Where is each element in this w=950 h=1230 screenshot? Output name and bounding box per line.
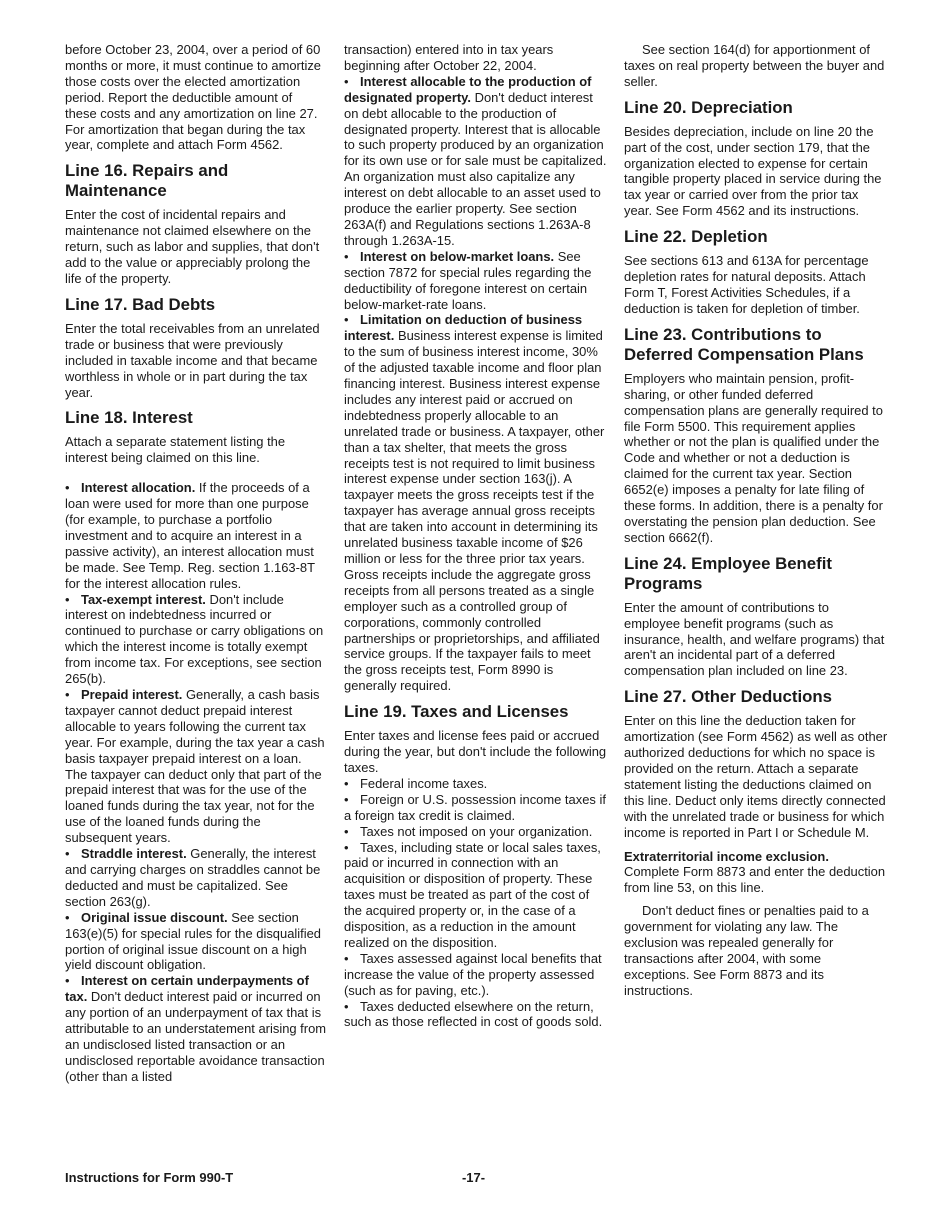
bullet-straddle-interest: • Straddle interest. Generally, the interest and carrying charges on straddles cannot be deducted and must be capitalized. See section 263(g). [65, 846, 321, 909]
eie-text-2: Don't deduct fines or penalties paid to a government for violating any law. The exclusion was repealed generally for transactions after 2004, with some exceptions. See Form 8873 and its instructions. [624, 903, 869, 998]
footer-form-title: Instructions for Form 990-T [65, 1170, 234, 1185]
line23-heading: Line 23. Contributions to Deferred Compensation Plans [624, 324, 864, 364]
line27-heading: Line 27. Other Deductions [624, 687, 832, 707]
line19-heading: Line 19. Taxes and Licenses [344, 702, 569, 722]
line17-text: Enter the total receivables from an unrelated trade or business that were previously included in taxable income and that became worthless in whole or in part during the tax year. [65, 320, 320, 400]
bullet-icon: • [65, 846, 70, 862]
line19-bullet: • Taxes, including state or local sales taxes, paid or incurred in connection with an acquisition or disposition of property. These taxes must be treated as part of the cost of the acquired property or, in the case of a disposition, as a reduction in the amount realized on the disposition. [344, 839, 601, 950]
line22-text: See sections 613 and 613A for percentage depletion rates for natural deposits. Attach Form T, Forest Activities Schedules, if a deduction is taken for depletion of timber. [624, 253, 869, 316]
line19-bullet: • Taxes assessed against local benefits that increase the value of the property assessed (such as for paving, etc.). [344, 950, 602, 998]
bullet-icon: • [65, 973, 70, 989]
eie-heading: Extraterritorial income exclusion. [624, 848, 829, 864]
bullet-icon: • [344, 823, 349, 839]
line24-heading: Line 24. Employee Benefit Programs [624, 553, 832, 593]
line19-bullet: • Taxes deducted elsewhere on the return, such as those reflected in cost of goods sold. [344, 998, 603, 1030]
line19-text: Enter taxes and license fees paid or accrued during the year, but don't include the following taxes. [344, 728, 607, 775]
line20-text: Besides depreciation, include on line 20 the part of the cost, under section 179, that the organization elected to expense for certain tangible property placed in service during the tax year or carried over from the prior tax year. See Form 4562 and its instructions. [624, 123, 882, 219]
bullet-tax-exempt-interest: • Tax-exempt interest. Don't include interest on indebtedness incurred or continued to purchase or carry obligations on which the interest income is totally exempt from income tax. For exceptions, see section 265(b). [65, 591, 324, 687]
page-number: -17- [462, 1170, 486, 1185]
line20-heading: Line 20. Depreciation [624, 97, 793, 117]
line18-text: Attach a separate statement listing the interest being claimed on this line. [65, 434, 286, 466]
bullet-icon: • [65, 687, 70, 702]
column-2 [344, 42, 608, 1030]
bullet-icon: • [344, 998, 349, 1014]
bullet-interest-underpayments: • Interest on certain underpayments of tax. Don't deduct interest paid or incurred on any portion of an underpayment of tax that is attributable to an understatement arising from an undisclosed listed transaction or an undisclosed reportable avoidance transaction (other than a listed [65, 973, 327, 1084]
col2-intro: transaction) entered into in tax years beginning after October 22, 2004. [344, 42, 554, 73]
bullet-icon: • [65, 591, 70, 607]
bullet-icon: • [344, 775, 349, 791]
bullet-icon: • [344, 73, 349, 89]
col1-intro: before October 23, 2004, over a period of 60 months or more, it must continue to amortize those costs over the elected amortization period. Report the deductible amount of these costs and any amortization on line 27. For amortization that began during the tax year, complete and attach Form 4562. [65, 42, 321, 153]
line19-bullet: • Foreign or U.S. possession income taxes if a foreign tax credit is claimed. [344, 791, 606, 823]
bullet-original-issue-discount: • Original issue discount. See section 163(e)(5) for special rules for the disqualified portion of original issue discount on a high yield discount obligation. [65, 909, 322, 973]
bullet-icon: • [344, 248, 349, 264]
line23-text: Employers who maintain pension, profit-sharing, or other funded deferred compensation plans are generally required to file Form 5500. This requirement applies whether or not the plan is qualified under the Code and whether or not a deduction is claimed for the current tax year. Section 6652(e) imposes a penalty for late filing of these forms. In addition, there is a penalty for overstating the pension plan deduction. See section 6662(f). [624, 370, 883, 545]
line17-heading: Line 17. Bad Debts [65, 294, 216, 314]
column-3 [624, 42, 888, 999]
line18-heading: Line 18. Interest [65, 408, 193, 428]
line27-text: Enter on this line the deduction taken for amortization (see Form 4562) as well as other authorized deductions for which no space is provided on the return. Attach a separate statement listing the deductions claimed on this line. Deduct only items directly connected with the unrelated trade or business for which income is reported in Part I or Schedule M. [624, 713, 888, 840]
bullet-icon: • [344, 312, 349, 328]
line16-heading: Line 16. Repairs and Maintenance [65, 161, 229, 201]
bullet-icon: • [344, 791, 349, 807]
bullet-prepaid-interest: • Prepaid interest. Generally, a cash basis taxpayer cannot deduct prepaid interest allocable to years following the current tax year. For example, during the tax year a cash basis taxpayer prepaid interest on a loan. The taxpayer can deduct only that part of the prepaid interest that was for the use of the loaned funds during the tax year, not for the use of the loaned funds during the subsequent years. [65, 687, 325, 846]
bullet-below-market-loans: • Interest on below-market loans. See section 7872 for special rules regarding the deductibility of foregone interest on certain below-market-rate loans. [344, 248, 592, 312]
bullet-icon: • [344, 950, 349, 966]
line16-text: Enter the cost of incidental repairs and maintenance not claimed elsewhere on the return, such as labor and supplies, that don't add to the value or appreciably prolong the life of the property. [65, 207, 320, 286]
bullet-business-interest-limit: • Limitation on deduction of business interest. Business interest expense is limited to the sum of business interest income, 30% of the adjusted taxable income and floor plan financing interest. Business interest expense includes any interest paid or accrued on indebtedness properly allocable to an unrelated trade or business. A taxpayer, other than a tax shelter, that meets the gross receipts test is not required to limit business interest expense under section 163(j). A taxpayer meets the gross receipts test if the taxpayer has average annual gross receipts that are taken into account in determining its unrelated business taxable income of $26 million or less for the three prior tax years. Gross receipts include the aggregate gross receipts from all persons treated as a single employer such as a controlled group of corporations, commonly controlled partnerships or proprietorships, and affiliated service groups. If the taxpayer fails to meet the gross receipts test, Form 8990 is generally required. [344, 312, 605, 694]
eie-text: Complete Form 8873 and enter the deduction from line 53, on this line. [624, 864, 886, 896]
line19-bullet: • Federal income taxes. [344, 775, 488, 791]
bullet-designated-property: • Interest allocable to the production of designated property. Don't deduct interest on debt allocable to the production of designated property. Interest that is allocable to such property produced by an organization for its own use or for sale must be capitalized. An organization must also capitalize any interest on debt allocable to an asset used to produce the earlier property. See section 263A(f) and Regulations sections 1.263A-8 through 1.263A-15. [344, 73, 607, 248]
line22-heading: Line 22. Depletion [624, 227, 768, 247]
bullet-icon: • [65, 909, 70, 925]
bullet-interest-allocation: • Interest allocation. If the proceeds of a loan were used for more than one purpose (for example, to purchase a portfolio investment and to acquire an interest in a passive activity), an interest allocation must be made. See Temp. Reg. section 1.163-8T for the interest allocation rules. [65, 480, 315, 591]
line19-bullet: • Taxes not imposed on your organization. [344, 823, 593, 839]
col3-intro: See section 164(d) for apportionment of taxes on real property between the buyer and seller. [624, 42, 885, 89]
bullet-icon: • [65, 480, 70, 496]
column-1 [65, 42, 327, 1085]
bullet-icon: • [344, 839, 349, 855]
line24-text: Enter the amount of contributions to employee benefit programs (such as insurance, health, and welfare programs) that aren't an incidental part of a deferred compensation plan included on line 23. [624, 599, 885, 679]
